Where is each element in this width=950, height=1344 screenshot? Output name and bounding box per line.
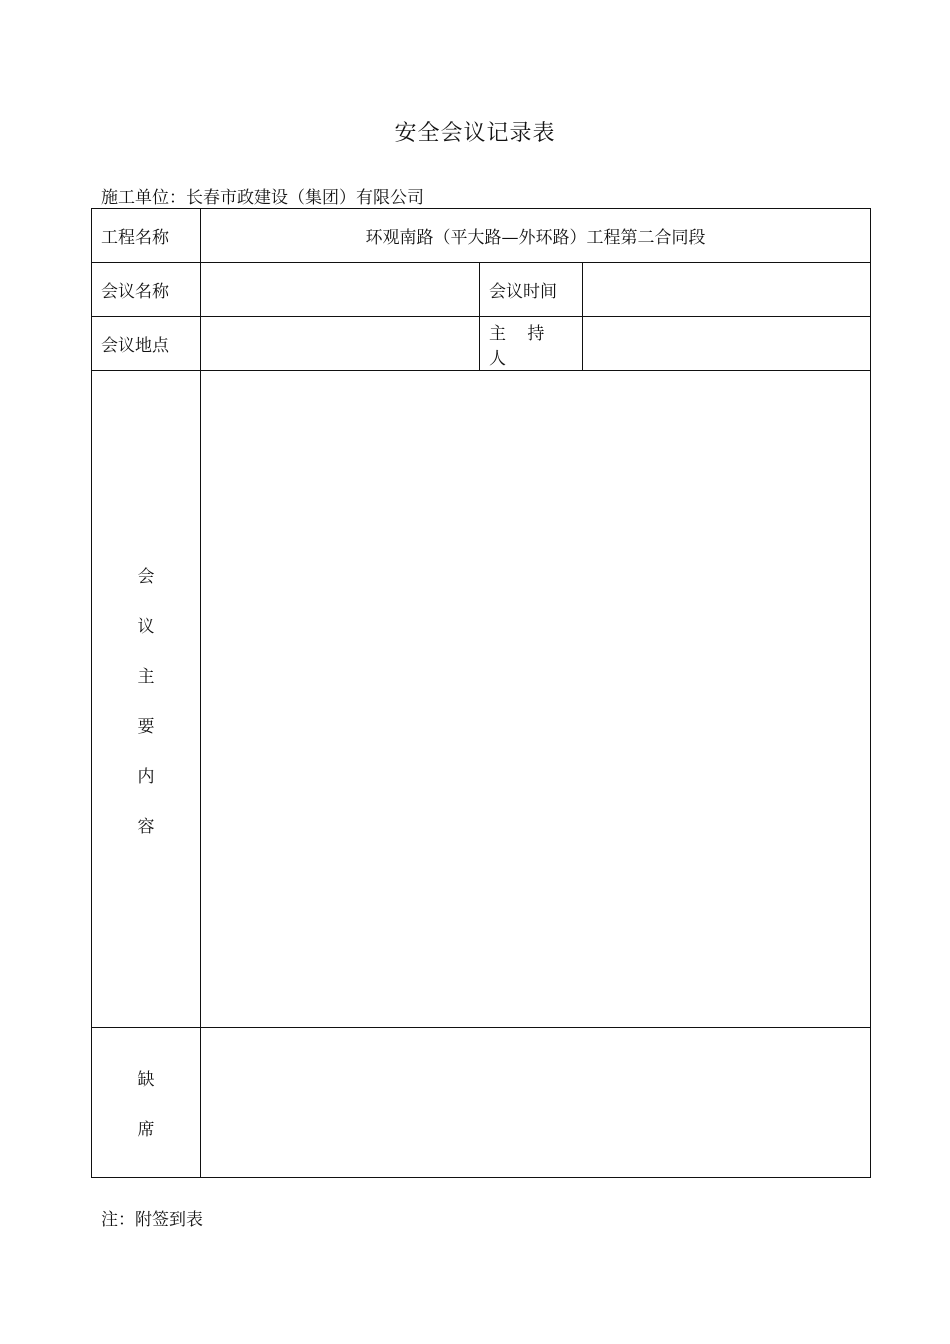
meeting-time-label: 会议时间 [480,263,583,317]
meeting-content-label-char: 议 [137,616,155,637]
meeting-content-label-char: 要 [137,716,155,737]
project-name-label: 工程名称 [92,209,201,263]
meeting-name-value[interactable] [201,263,480,317]
host-value[interactable] [583,317,871,371]
absent-label-char: 缺 [137,1070,155,1090]
host-label: 主 持 人 [480,317,583,371]
document-title: 安全会议记录表 [394,121,556,146]
row-meeting-content [92,371,871,1028]
row-absent [92,1028,871,1178]
meeting-content-label [92,371,201,1028]
meeting-record-table [91,208,871,1178]
row-meeting-place [92,317,871,371]
meeting-name-label: 会议名称 [92,263,201,317]
row-meeting-name [92,263,871,317]
meeting-content-label-char: 内 [137,766,155,787]
absent-value[interactable] [201,1028,871,1178]
construction-unit: 施工单位：长春市政建设（集团）有限公司 [101,188,424,208]
row-project-name [92,209,871,263]
meeting-content-label-char: 会 [137,566,155,587]
absent-label [92,1028,201,1178]
meeting-content-label-char: 容 [137,816,155,837]
footnote: 注：附签到表 [101,1210,203,1230]
meeting-place-value[interactable] [201,317,480,371]
meeting-content-label-char: 主 [137,666,155,687]
meeting-content-value[interactable] [201,371,871,1028]
absent-label-char: 席 [137,1120,155,1140]
meeting-time-value[interactable] [583,263,871,317]
meeting-place-label: 会议地点 [92,317,201,371]
project-name-value[interactable]: 环观南路（平大路—外环路）工程第二合同段 [201,209,871,263]
